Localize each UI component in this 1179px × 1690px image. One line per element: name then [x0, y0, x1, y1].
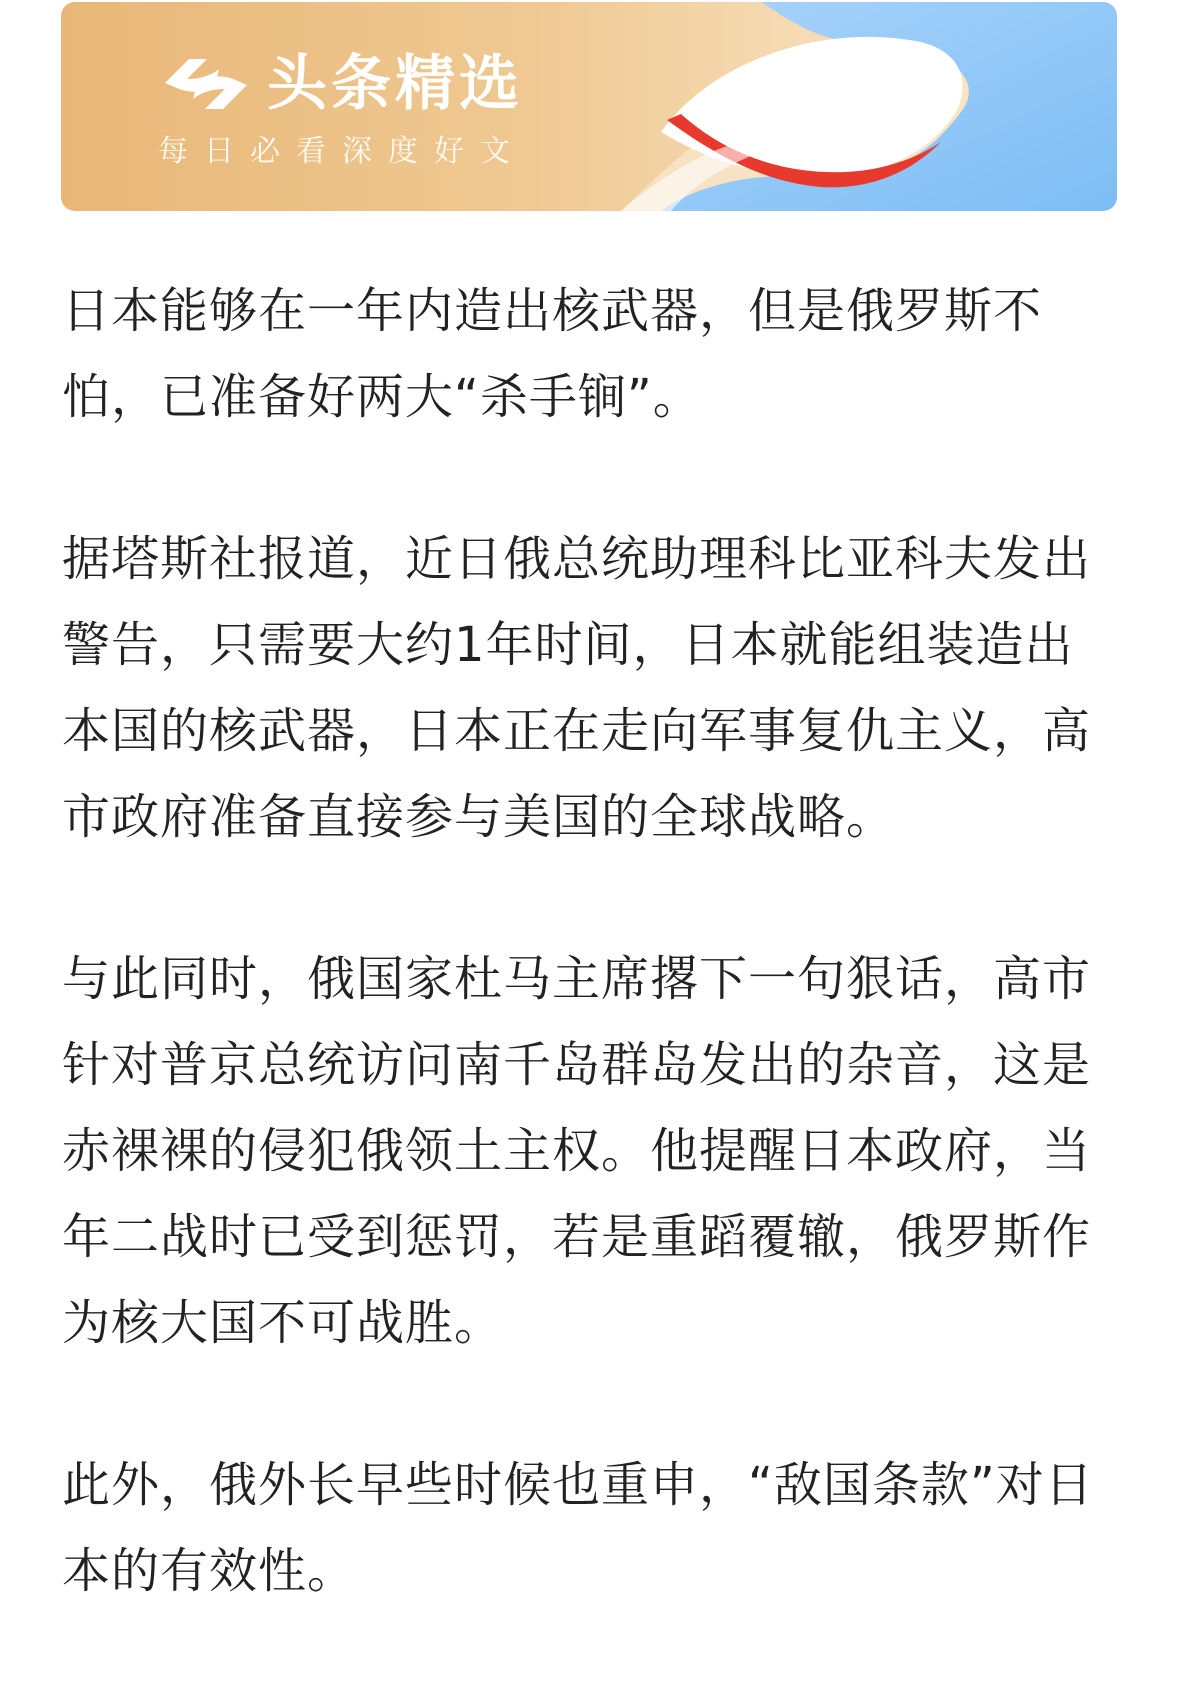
toutiao-featured-banner[interactable]: [61, 2, 1117, 211]
article-paragraph-3: 与此同时，俄国家杜马主席撂下一句狠话，高市针对普京总统访问南千岛群岛发出的杂音，这是赤裸裸的侵犯俄领土主权。他提醒日本政府，当年二战时已受到惩罚，若是重蹈覆辙，俄罗斯作为核大国不可战胜。: [62, 951, 1092, 1351]
article-paragraph-1: 日本能够在一年内造出核武器，但是俄罗斯不怕，已准备好两大“杀手锏”。: [62, 283, 1043, 425]
toutiao-logo-icon: [157, 49, 255, 119]
brand-row: [157, 46, 523, 122]
article-body: [62, 268, 1122, 1690]
article-paragraph-2: 据塔斯社报道，近日俄总统助理科比亚科夫发出警告，只需要大约1年时间，日本就能组装造出本国的核武器，日本正在走向军事复仇主义，高市政府准备直接参与美国的全球战略。: [62, 531, 1092, 845]
banner-subtitle: 每日必看深度好文: [158, 134, 526, 169]
article-paragraph-4: 此外，俄外长早些时候也重申，“敌国条款”对日本的有效性。: [62, 1457, 1094, 1599]
banner-title: 头条精选: [267, 49, 523, 119]
